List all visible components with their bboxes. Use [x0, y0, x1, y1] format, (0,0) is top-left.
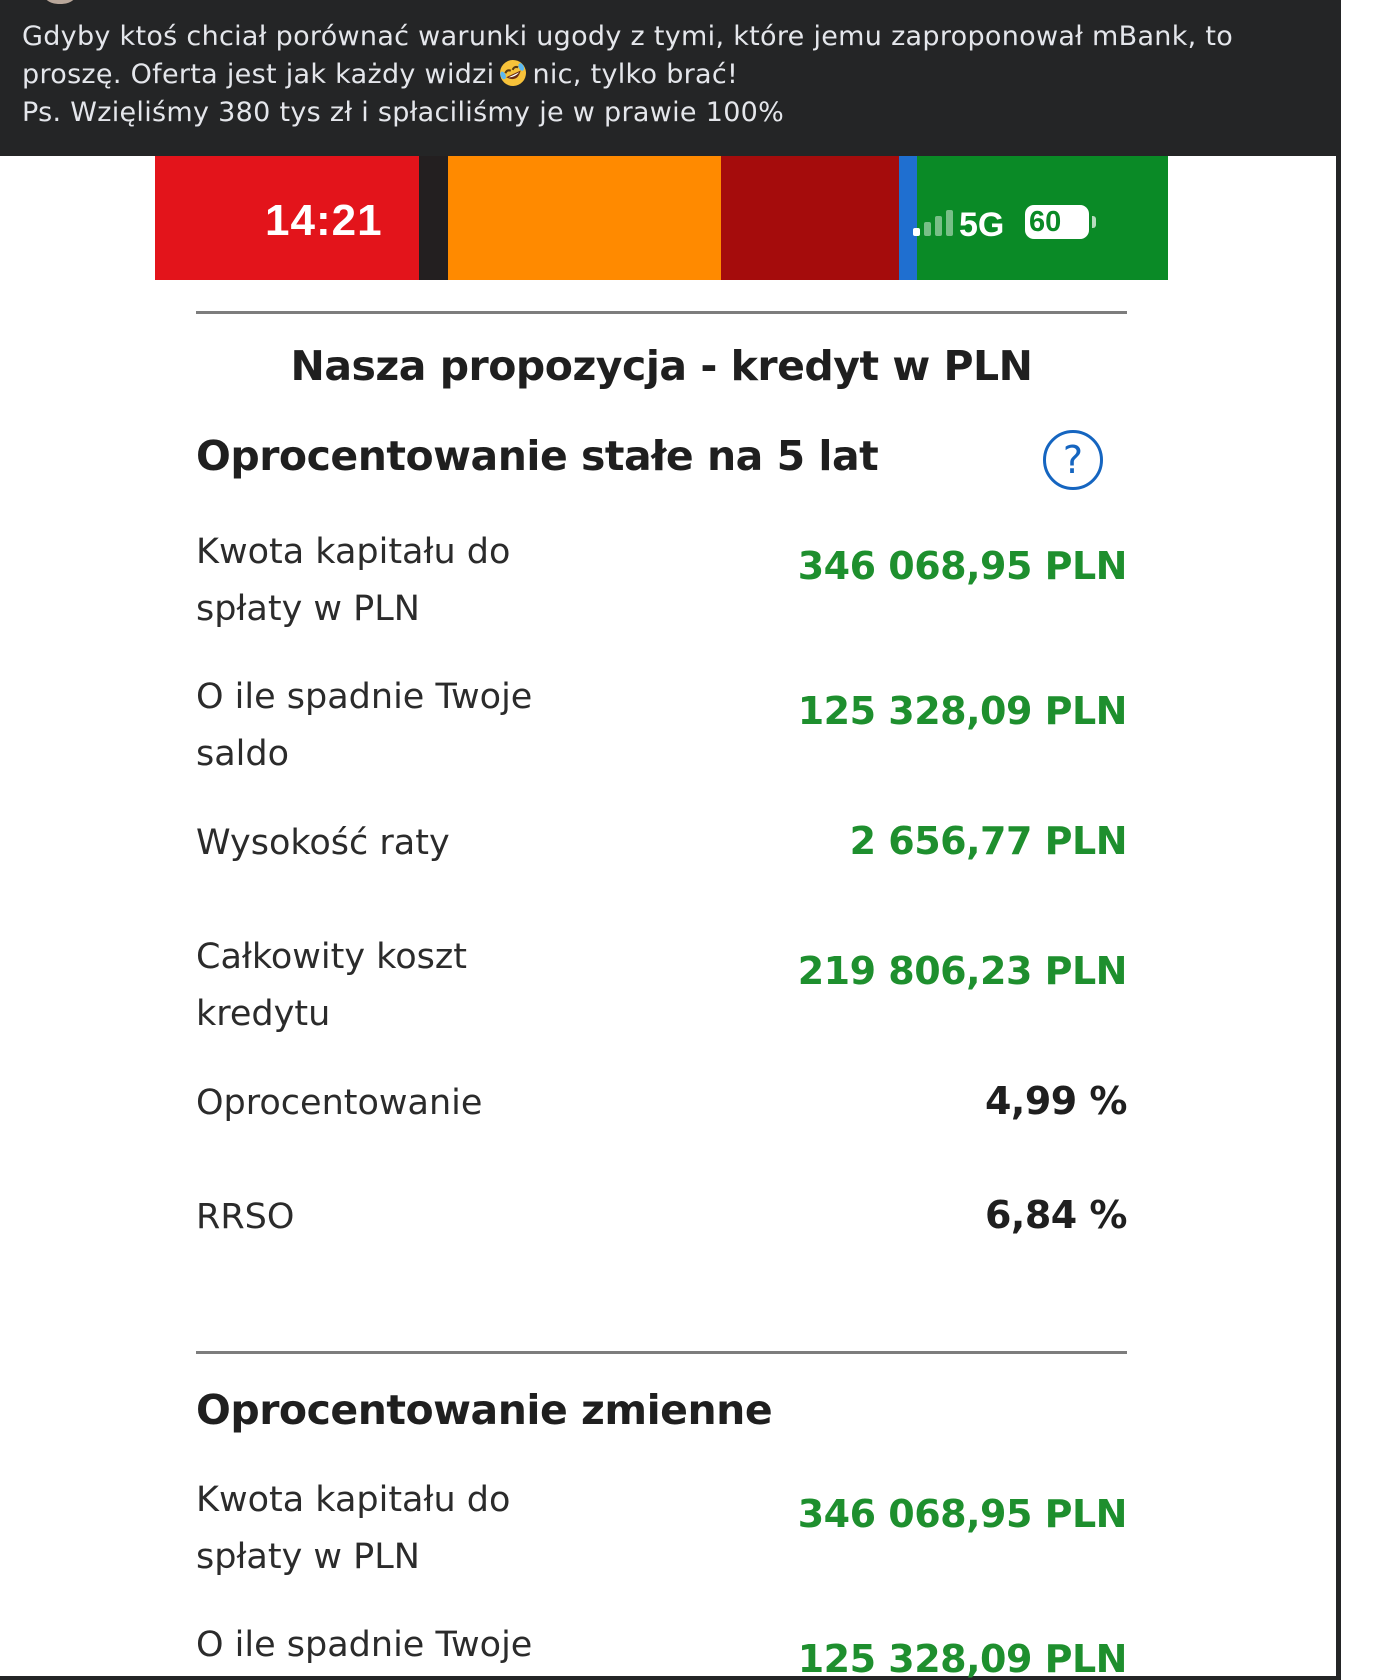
fixed-label-rrso: RRSO: [196, 1197, 295, 1237]
post-text-line-3: Ps. Wzięliśmy 380 tys zł i spłaciliśmy je w prawie 100%: [22, 97, 785, 128]
post-text-line-2: [22, 56, 1338, 94]
screenshot-border-bottom: [0, 1676, 1341, 1680]
signal-strength-icon: [913, 210, 953, 236]
fixed-label-balance-drop: O ile spadnie Twoje saldo: [196, 677, 533, 774]
censor-block-orange: [448, 156, 721, 280]
network-type: 5G: [959, 206, 1005, 244]
fixed-rate-heading: Oprocentowanie stałe na 5 lat: [196, 432, 879, 480]
fixed-label-installment: Wysokość raty: [196, 823, 450, 863]
avatar[interactable]: [40, 0, 80, 4]
post-caption: [0, 0, 1338, 156]
status-time: 14:21: [265, 196, 383, 245]
fixed-value-capital: 346 068,95 PLN: [797, 544, 1127, 588]
post-text-line-2-end: nic, tylko brać!: [532, 59, 739, 90]
divider-top: [196, 311, 1127, 314]
fixed-value-total-cost: 219 806,23 PLN: [797, 949, 1127, 993]
fixed-value-installment: 2 656,77 PLN: [849, 819, 1127, 863]
screenshot-border-right: [1336, 0, 1341, 1680]
phone-status-bar: [155, 156, 1168, 280]
fixed-value-balance-drop: 125 328,09 PLN: [797, 689, 1127, 733]
post-text-line-1: Gdyby ktoś chciał porównać warunki ugody z tymi, które jemu zaproponował mBank, to: [22, 21, 1234, 52]
censor-block-green: [917, 156, 1168, 280]
censor-block-dark-red: [721, 156, 899, 280]
fixed-value-rrso: 6,84 %: [984, 1193, 1127, 1237]
variable-label-capital: Kwota kapitału do spłaty w PLN: [196, 1480, 511, 1577]
censor-block-red: [155, 156, 419, 280]
fixed-label-interest: Oprocentowanie: [196, 1083, 483, 1123]
question-circle-icon[interactable]: ?: [1043, 430, 1103, 490]
variable-label-balance-drop: O ile spadnie Twoje: [196, 1625, 533, 1665]
variable-value-balance-drop: 125 328,09 PLN: [797, 1637, 1127, 1680]
fixed-label-total-cost: Całkowity koszt kredytu: [196, 937, 467, 1034]
rolling-on-floor-laughing-emoji-icon: [498, 58, 528, 88]
variable-value-capital: 346 068,95 PLN: [797, 1492, 1127, 1536]
battery-cap-icon: [1092, 216, 1096, 228]
fixed-value-interest: 4,99 %: [984, 1079, 1127, 1123]
battery-icon: [1025, 205, 1089, 239]
fixed-label-capital: Kwota kapitału do spłaty w PLN: [196, 532, 511, 629]
variable-rate-heading: Oprocentowanie zmienne: [196, 1386, 773, 1434]
censor-block-black: [419, 156, 448, 280]
battery-level: 60: [1029, 206, 1062, 238]
post-text-line-2-start: proszę. Oferta jest jak każdy widzi: [22, 59, 495, 90]
divider-middle: [196, 1351, 1127, 1354]
offer-title: Nasza propozycja - kredyt w PLN: [290, 342, 1033, 390]
